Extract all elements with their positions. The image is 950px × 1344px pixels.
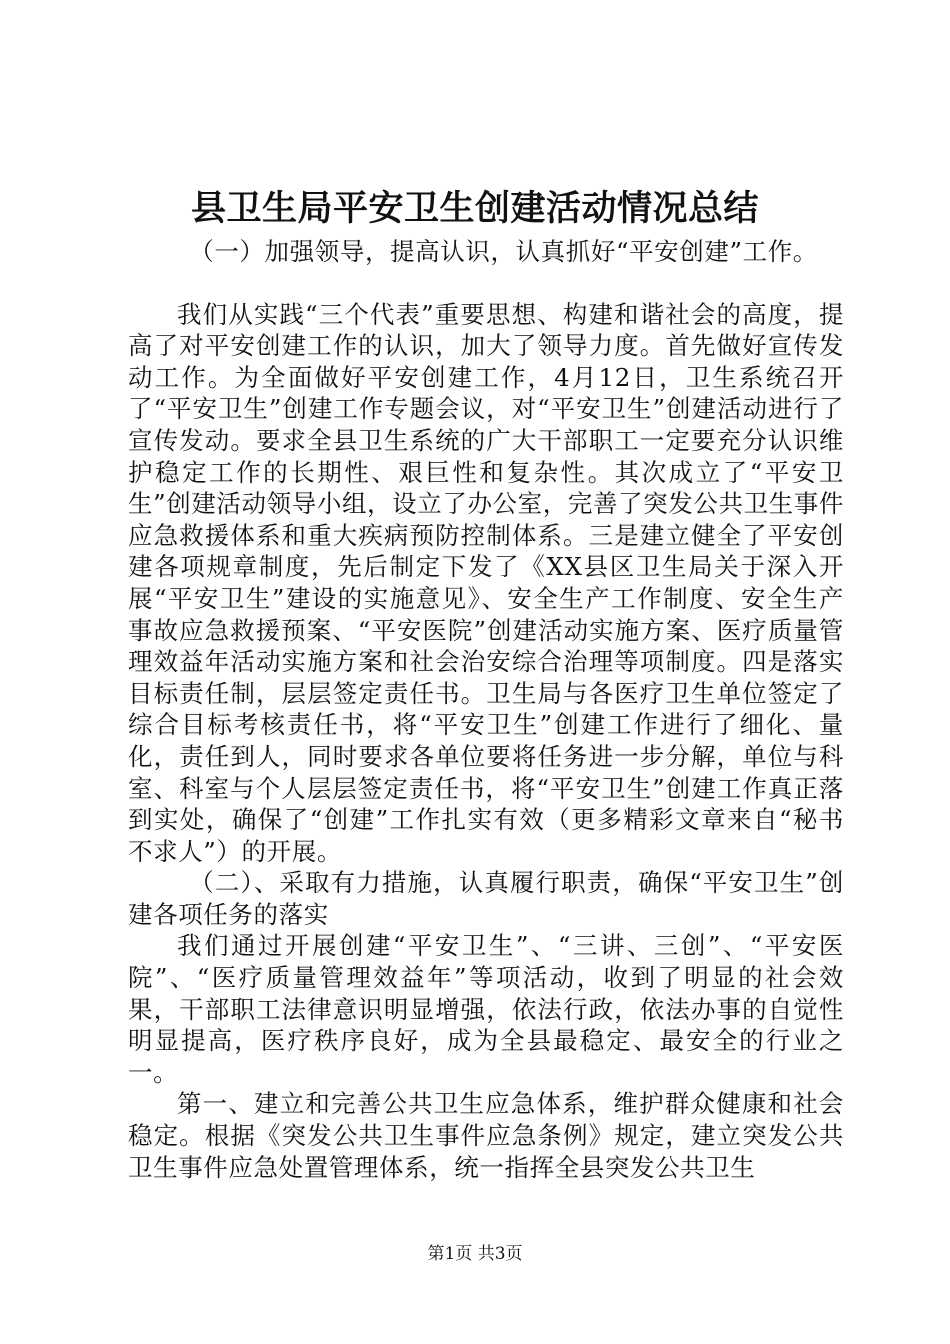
document-body <box>128 236 844 1183</box>
section-heading-1: （一）加强领导，提高认识，认真抓好“平安创建”工作。 <box>189 237 818 266</box>
body-paragraph-3: 第一、建立和完善公共卫生应急体系，维护群众健康和社会稳定。根据《突发公共卫生事件应急条例》规定，建立突发公共卫生事件应急处置管理体系，统一指挥全县突发公共卫生 <box>128 1089 844 1182</box>
body-paragraph-1: 我们从实践“三个代表”重要思想、构建和谐社会的高度，提高了对平安创建工作的认识，加大了领导力度。首先做好宣传发动工作。为全面做好平安创建工作，4月12日，卫生系统召开了“平安卫生”创建工作专题会议，对“平安卫生”创建活动进行了宣传发动。要求全县卫生系统的广大干部职工一定要充分认识维护稳定工作的长期性、艰巨性和复杂性。其次成立了“平安卫生”创建活动领导小组，设立了办公室，完善了突发公共卫生事件应急救援体系和重大疾病预防控制体系。三是建立健全了平安创建各项规章制度，先后制定下发了《XX县区卫生局关于深入开展“平安卫生”建设的实施意见》、安全生产工作制度、安全生产事故应急救援预案、“平安医院”创建活动实施方案、医疗质量管理效益年活动实施方案和社会治安综合治理等项制度。四是落实目标责任制，层层签定责任书。卫生局与各医疗卫生单位签定了综合目标考核责任书，将“平安卫生”创建工作进行了细化、量化，责任到人，同时要求各单位要将任务进一步分解，单位与科室、科室与个人层层签定责任书，将“平安卫生”创建工作真正落到实处，确保了“创建”工作扎实有效（更多精彩文章来自“秘书不求人”）的开展。 <box>128 299 844 866</box>
section-heading-2: （二）、采取有力措施，认真履行职责，确保“平安卫生”创建各项任务的落实 <box>128 868 844 929</box>
body-paragraph-2: 我们通过开展创建“平安卫生”、“三讲、三创”、“平安医院”、“医疗质量管理效益年”等项活动，收到了明显的社会效果，干部职工法律意识明显增强，依法行政，依法办事的自觉性明显提高，医疗秩序良好，成为全县最稳定、最安全的行业之一。 <box>128 931 844 1087</box>
document-title: 县卫生局平安卫生创建活动情况总结 <box>190 188 759 229</box>
page-number: 第1页 共3页 <box>427 1244 523 1264</box>
